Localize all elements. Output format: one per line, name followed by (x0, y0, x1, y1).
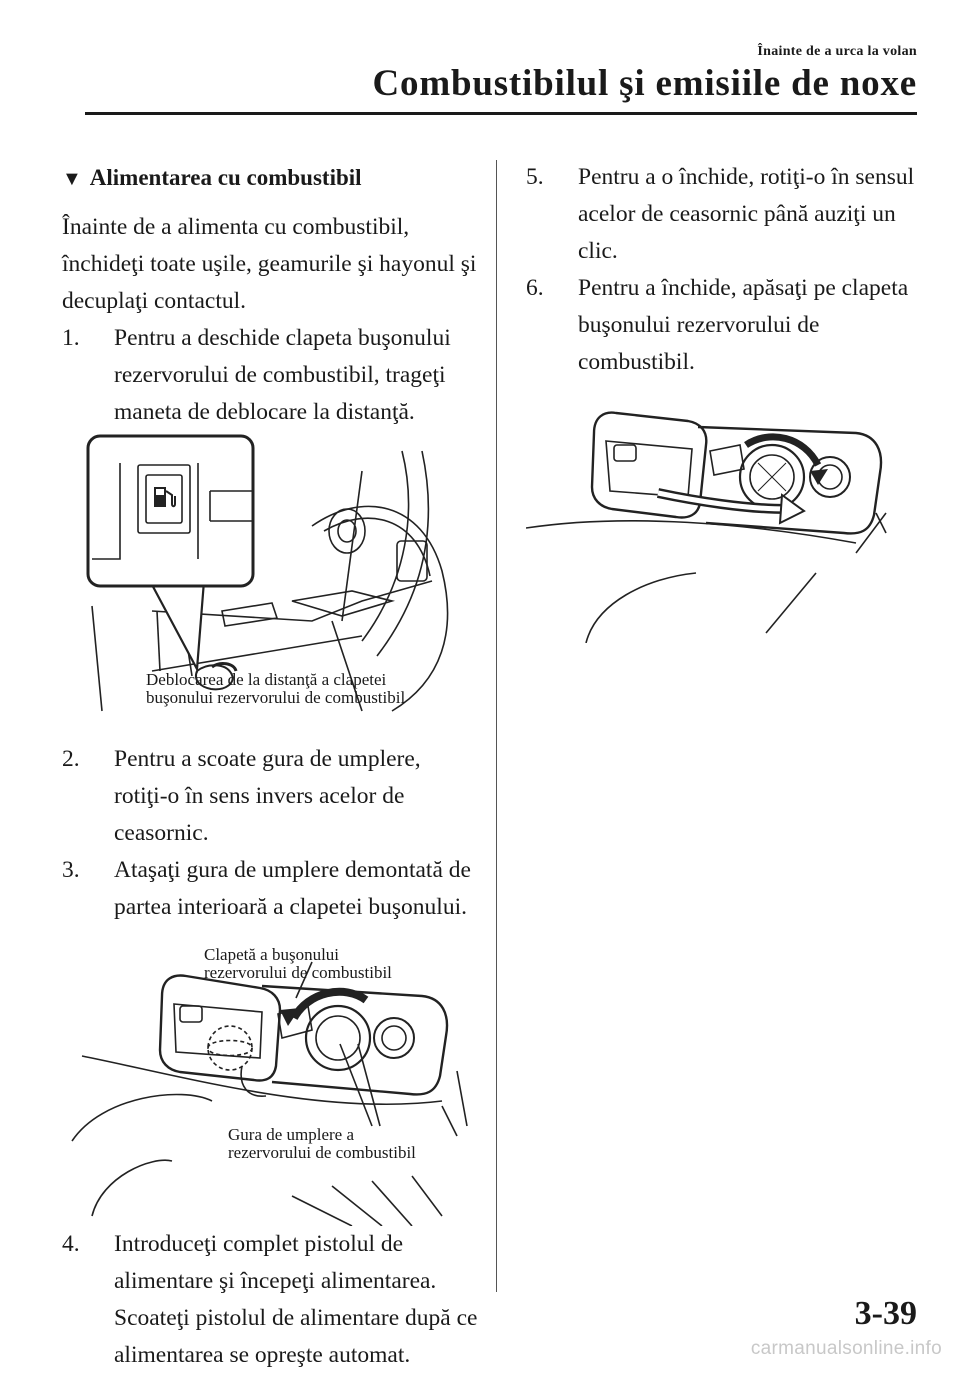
step-number: 4. (62, 1231, 80, 1257)
section-title-text: Alimentarea cu combustibil (89, 165, 362, 190)
cap-label-line-2: rezervorului de combustibil (228, 1143, 416, 1162)
step-number: 1. (62, 325, 80, 351)
cap-label-line-1: Gura de umplere a (228, 1125, 355, 1144)
page-title: Combustibilul şi emisiile de noxe (372, 63, 917, 104)
caption-line-1: Deblocarea de la distanţă a clapetei (146, 670, 387, 689)
step-5 (526, 159, 926, 270)
figure-close-cap (526, 393, 926, 643)
right-column (526, 159, 926, 643)
triangle-bullet-icon: ▼ (62, 168, 82, 190)
step-text: Ataşaţi gura de umplere demontată de partea interioară a clapetei buşonului. (114, 857, 471, 920)
step-number: 5. (526, 164, 544, 190)
header-divider (85, 112, 917, 115)
lid-label-line-2: rezervorului de combustibil (204, 963, 392, 982)
section-title (62, 159, 480, 198)
label-filler-cap (228, 1126, 416, 1162)
intro-paragraph: Înainte de a alimenta cu combustibil, închideţi toate uşile, geamurile şi hayonul şi decuplaţi contactul. (62, 214, 477, 314)
fuel-door-closing-illustration (526, 393, 926, 643)
column-divider (496, 160, 497, 1292)
caption-line-2: buşonului rezervorului de combustibil (146, 688, 406, 707)
left-column (62, 159, 480, 1374)
step-6 (526, 270, 926, 381)
lid-label-line-1: Clapetă a buşonului (204, 945, 340, 964)
page-number: 3-39 (854, 1295, 917, 1332)
chapter-heading: Înainte de a urca la volan (757, 44, 917, 59)
step-number: 2. (62, 746, 80, 772)
step-4 (62, 1226, 480, 1374)
step-text: Pentru a deschide clapeta buşonului rezervorului de combustibil, trageţi maneta de deblocare la distanţă. (114, 325, 451, 425)
label-fuel-lid (204, 946, 392, 982)
step-text: Pentru a scoate gura de umplere, rotiţi-o în sens invers acelor de ceasornic. (114, 746, 421, 846)
figure-caption (146, 671, 405, 707)
step-number: 6. (526, 275, 544, 301)
watermark: carmanualsonline.info (750, 1338, 942, 1359)
step-3 (62, 852, 480, 926)
step-2 (62, 741, 480, 852)
step-1 (62, 320, 480, 431)
step-text: Pentru a o închide, rotiţi-o în sensul acelor de ceasornic până auziţi un clic. (578, 164, 915, 264)
step-text: Introduceţi complet pistolul de alimentare şi începeţi alimentarea. Scoateţi pistolul de alimentare după ce alimentarea se opreşte automat. (114, 1231, 478, 1368)
step-text: Pentru a închide, apăsaţi pe clapeta buşonului rezervorului de combustibil. (578, 275, 909, 375)
figure-attach-cap (62, 926, 480, 1226)
step-number: 3. (62, 857, 80, 883)
figure-remote-release (62, 431, 480, 741)
